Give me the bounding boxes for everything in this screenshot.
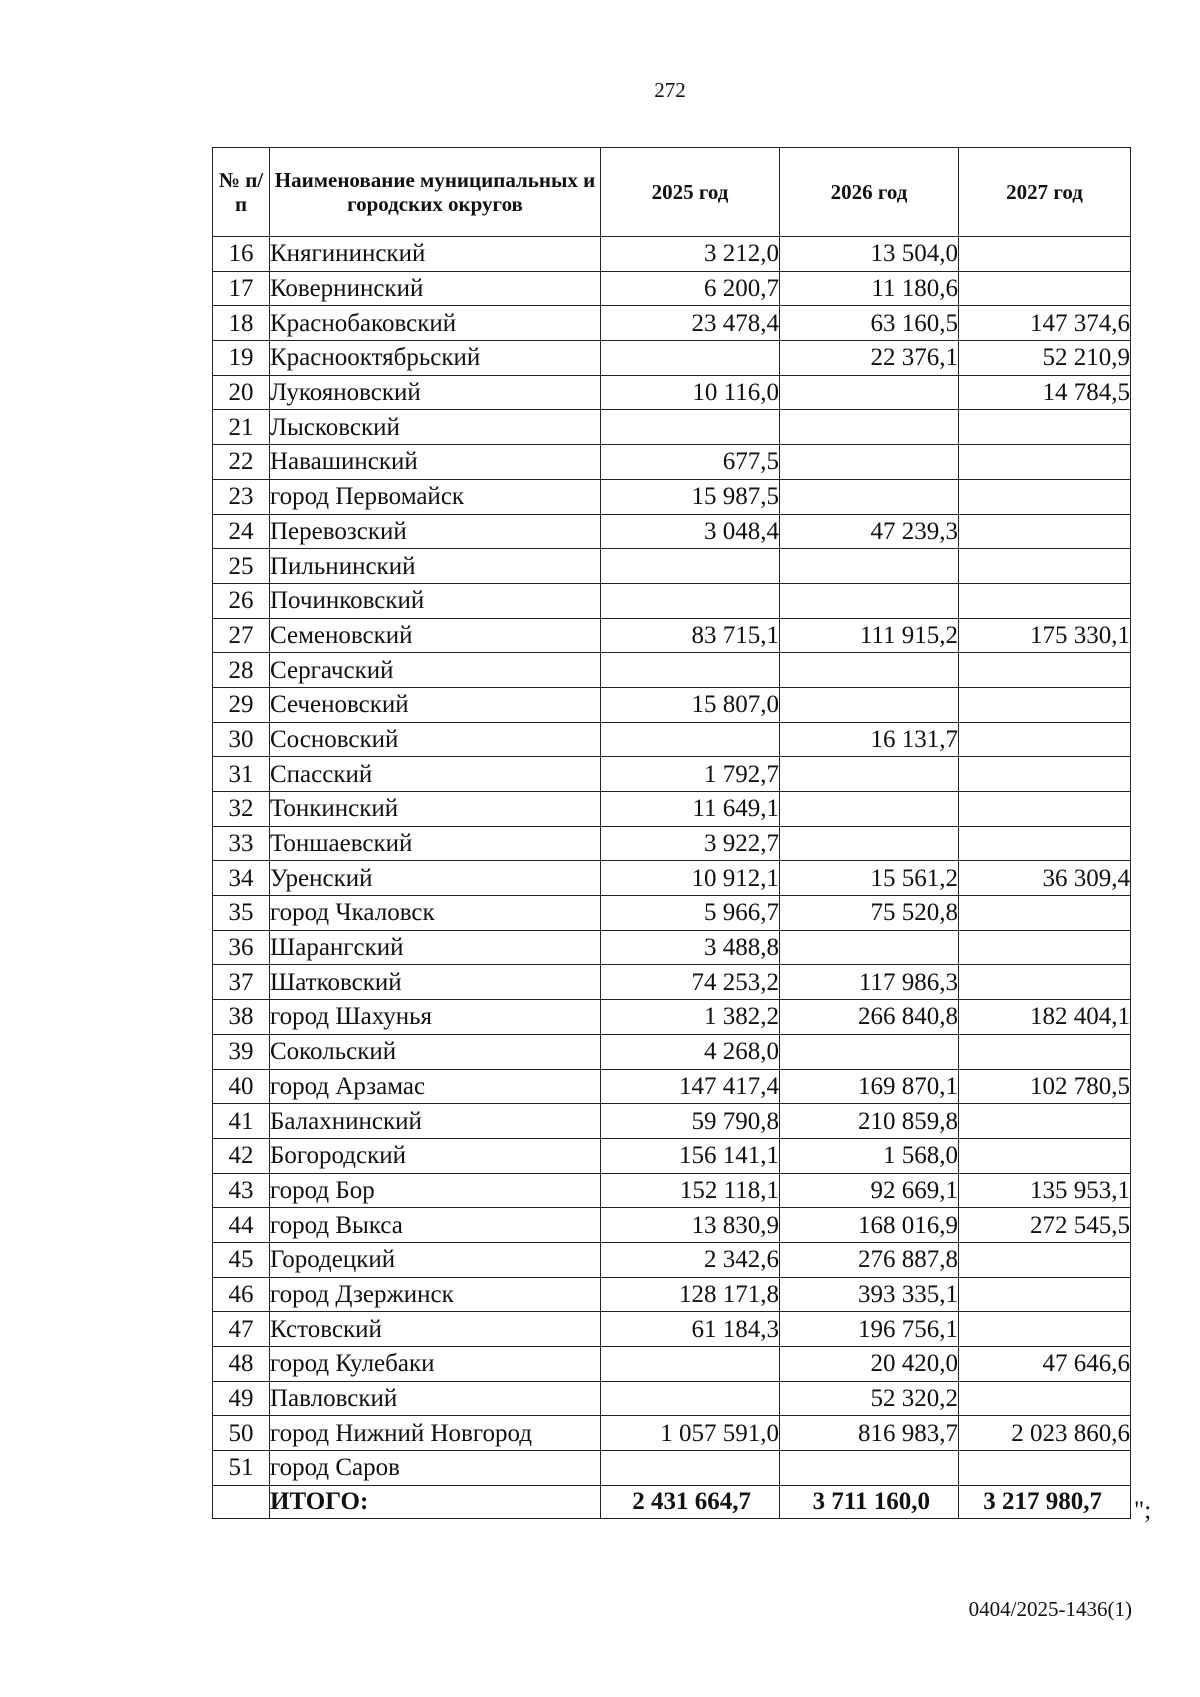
row-number: 16 xyxy=(213,237,270,272)
value-2027 xyxy=(959,1451,1131,1486)
closing-quote-mark: "; xyxy=(1134,1497,1152,1524)
table-row xyxy=(213,1312,1131,1347)
value-2026: 111 915,2 xyxy=(780,618,959,653)
district-name: Семеновский xyxy=(270,618,601,653)
district-name: Сокольский xyxy=(270,1034,601,1069)
value-2027 xyxy=(959,1277,1131,1312)
value-2027 xyxy=(959,1034,1131,1069)
value-2027 xyxy=(959,1104,1131,1139)
value-2026: 20 420,0 xyxy=(780,1347,959,1382)
value-2026: 52 320,2 xyxy=(780,1381,959,1416)
row-number: 48 xyxy=(213,1347,270,1382)
document-code: 0404/2025-1436(1) xyxy=(968,1597,1132,1621)
value-2025: 11 649,1 xyxy=(601,792,780,827)
value-2025: 3 488,8 xyxy=(601,930,780,965)
table-row xyxy=(213,792,1131,827)
value-2026: 75 520,8 xyxy=(780,896,959,931)
value-2026: 22 376,1 xyxy=(780,341,959,376)
row-number: 35 xyxy=(213,896,270,931)
district-name: Починковский xyxy=(270,583,601,618)
value-2025 xyxy=(601,722,780,757)
value-2027 xyxy=(959,826,1131,861)
district-name: город Чкаловск xyxy=(270,896,601,931)
district-name: Пильнинский xyxy=(270,549,601,584)
value-2026: 169 870,1 xyxy=(780,1069,959,1104)
table-row xyxy=(213,1347,1131,1382)
value-2026: 393 335,1 xyxy=(780,1277,959,1312)
total-2026: 3 711 160,0 xyxy=(780,1485,959,1518)
table-row xyxy=(213,479,1131,514)
total-2025: 2 431 664,7 xyxy=(601,1485,780,1518)
table-row xyxy=(213,410,1131,445)
table-row xyxy=(213,445,1131,480)
header-2025: 2025 год xyxy=(601,148,780,237)
district-name: Сергачский xyxy=(270,653,601,688)
header-2027: 2027 год xyxy=(959,148,1131,237)
value-2027 xyxy=(959,514,1131,549)
value-2026: 276 887,8 xyxy=(780,1242,959,1277)
table-row xyxy=(213,1138,1131,1173)
header-name: Наименование муниципальных и городских округов xyxy=(270,148,601,237)
table-row xyxy=(213,1451,1131,1486)
row-number: 43 xyxy=(213,1173,270,1208)
district-name: Краснооктябрьский xyxy=(270,341,601,376)
district-name: город Арзамас xyxy=(270,1069,601,1104)
row-number: 44 xyxy=(213,1208,270,1243)
row-number: 32 xyxy=(213,792,270,827)
table-row xyxy=(213,861,1131,896)
total-num-cell xyxy=(213,1485,270,1518)
row-number: 25 xyxy=(213,549,270,584)
table-row xyxy=(213,1277,1131,1312)
value-2026 xyxy=(780,930,959,965)
value-2025: 10 912,1 xyxy=(601,861,780,896)
row-number: 50 xyxy=(213,1416,270,1451)
table-body xyxy=(213,237,1131,1486)
table-row xyxy=(213,930,1131,965)
value-2026 xyxy=(780,687,959,722)
district-name: Навашинский xyxy=(270,445,601,480)
table-row xyxy=(213,514,1131,549)
row-number: 17 xyxy=(213,271,270,306)
value-2026: 168 016,9 xyxy=(780,1208,959,1243)
total-label: ИТОГО: xyxy=(270,1485,601,1518)
table-row xyxy=(213,341,1131,376)
value-2027: 182 404,1 xyxy=(959,1000,1131,1035)
value-2025: 156 141,1 xyxy=(601,1138,780,1173)
table-row xyxy=(213,237,1131,272)
table-row xyxy=(213,687,1131,722)
value-2026: 13 504,0 xyxy=(780,237,959,272)
row-number: 19 xyxy=(213,341,270,376)
district-name: город Шахунья xyxy=(270,1000,601,1035)
value-2026: 16 131,7 xyxy=(780,722,959,757)
district-name: Лысковский xyxy=(270,410,601,445)
row-number: 39 xyxy=(213,1034,270,1069)
district-name: город Выкса xyxy=(270,1208,601,1243)
value-2027: 52 210,9 xyxy=(959,341,1131,376)
value-2026 xyxy=(780,375,959,410)
value-2025: 3 048,4 xyxy=(601,514,780,549)
table-row xyxy=(213,1104,1131,1139)
value-2025: 59 790,8 xyxy=(601,1104,780,1139)
district-name: Сеченовский xyxy=(270,687,601,722)
value-2025: 677,5 xyxy=(601,445,780,480)
value-2026: 816 983,7 xyxy=(780,1416,959,1451)
page-number: 272 xyxy=(654,78,686,102)
value-2026 xyxy=(780,792,959,827)
value-2027 xyxy=(959,549,1131,584)
value-2027: 272 545,5 xyxy=(959,1208,1131,1243)
value-2027: 102 780,5 xyxy=(959,1069,1131,1104)
value-2025: 15 807,0 xyxy=(601,687,780,722)
value-2026 xyxy=(780,445,959,480)
district-name: Тоншаевский xyxy=(270,826,601,861)
table-row xyxy=(213,1242,1131,1277)
district-name: Тонкинский xyxy=(270,792,601,827)
total-2027: 3 217 980,7 xyxy=(959,1485,1131,1518)
value-2027 xyxy=(959,1138,1131,1173)
value-2025: 13 830,9 xyxy=(601,1208,780,1243)
row-number: 23 xyxy=(213,479,270,514)
district-name: Уренский xyxy=(270,861,601,896)
table-row xyxy=(213,722,1131,757)
district-name: Спасский xyxy=(270,757,601,792)
value-2026: 11 180,6 xyxy=(780,271,959,306)
value-2027 xyxy=(959,757,1131,792)
value-2026: 92 669,1 xyxy=(780,1173,959,1208)
value-2027 xyxy=(959,965,1131,1000)
district-name: город Нижний Новгород xyxy=(270,1416,601,1451)
row-number: 34 xyxy=(213,861,270,896)
table-row xyxy=(213,1173,1131,1208)
value-2026 xyxy=(780,410,959,445)
row-number: 30 xyxy=(213,722,270,757)
value-2025: 74 253,2 xyxy=(601,965,780,1000)
value-2025: 128 171,8 xyxy=(601,1277,780,1312)
row-number: 33 xyxy=(213,826,270,861)
value-2027 xyxy=(959,410,1131,445)
district-name: город Кулебаки xyxy=(270,1347,601,1382)
row-number: 38 xyxy=(213,1000,270,1035)
header-2026: 2026 год xyxy=(780,148,959,237)
row-number: 40 xyxy=(213,1069,270,1104)
row-number: 29 xyxy=(213,687,270,722)
value-2025 xyxy=(601,1451,780,1486)
table-row xyxy=(213,1208,1131,1243)
district-name: город Первомайск xyxy=(270,479,601,514)
value-2027 xyxy=(959,1312,1131,1347)
value-2025: 10 116,0 xyxy=(601,375,780,410)
district-name: Балахнинский xyxy=(270,1104,601,1139)
row-number: 46 xyxy=(213,1277,270,1312)
value-2025 xyxy=(601,549,780,584)
value-2026 xyxy=(780,653,959,688)
row-number: 36 xyxy=(213,930,270,965)
table-row xyxy=(213,757,1131,792)
value-2027 xyxy=(959,237,1131,272)
value-2025 xyxy=(601,341,780,376)
district-name: город Саров xyxy=(270,1451,601,1486)
value-2026: 47 239,3 xyxy=(780,514,959,549)
value-2026: 196 756,1 xyxy=(780,1312,959,1347)
row-number: 24 xyxy=(213,514,270,549)
row-number: 51 xyxy=(213,1451,270,1486)
value-2025: 1 057 591,0 xyxy=(601,1416,780,1451)
value-2025: 83 715,1 xyxy=(601,618,780,653)
value-2025: 3 922,7 xyxy=(601,826,780,861)
value-2026: 63 160,5 xyxy=(780,306,959,341)
value-2026: 210 859,8 xyxy=(780,1104,959,1139)
row-number: 27 xyxy=(213,618,270,653)
value-2026 xyxy=(780,826,959,861)
district-name: Павловский xyxy=(270,1381,601,1416)
value-2027: 175 330,1 xyxy=(959,618,1131,653)
table-row xyxy=(213,1000,1131,1035)
value-2026: 266 840,8 xyxy=(780,1000,959,1035)
district-name: Шарангский xyxy=(270,930,601,965)
value-2026: 1 568,0 xyxy=(780,1138,959,1173)
value-2025 xyxy=(601,410,780,445)
table-row xyxy=(213,375,1131,410)
value-2027 xyxy=(959,896,1131,931)
value-2025: 1 792,7 xyxy=(601,757,780,792)
table-row xyxy=(213,826,1131,861)
value-2025: 15 987,5 xyxy=(601,479,780,514)
district-name: Городецкий xyxy=(270,1242,601,1277)
district-name: город Дзержинск xyxy=(270,1277,601,1312)
value-2027 xyxy=(959,792,1131,827)
value-2027: 47 646,6 xyxy=(959,1347,1131,1382)
value-2027 xyxy=(959,583,1131,618)
district-name: Краснобаковский xyxy=(270,306,601,341)
table-row xyxy=(213,965,1131,1000)
value-2026 xyxy=(780,549,959,584)
row-number: 20 xyxy=(213,375,270,410)
total-row xyxy=(213,1485,1131,1518)
row-number: 26 xyxy=(213,583,270,618)
district-name: Сосновский xyxy=(270,722,601,757)
value-2025: 2 342,6 xyxy=(601,1242,780,1277)
value-2025: 147 417,4 xyxy=(601,1069,780,1104)
value-2025: 5 966,7 xyxy=(601,896,780,931)
district-name: Княгининский xyxy=(270,237,601,272)
row-number: 18 xyxy=(213,306,270,341)
table-row xyxy=(213,549,1131,584)
table-row xyxy=(213,1069,1131,1104)
table-row xyxy=(213,1034,1131,1069)
table-row xyxy=(213,271,1131,306)
row-number: 37 xyxy=(213,965,270,1000)
table-row xyxy=(213,1381,1131,1416)
district-name: Кстовский xyxy=(270,1312,601,1347)
row-number: 42 xyxy=(213,1138,270,1173)
value-2027: 2 023 860,6 xyxy=(959,1416,1131,1451)
district-name: Шатковский xyxy=(270,965,601,1000)
value-2026 xyxy=(780,757,959,792)
table-row xyxy=(213,306,1131,341)
header-num: № п/п xyxy=(213,148,270,237)
value-2027 xyxy=(959,479,1131,514)
district-name: город Бор xyxy=(270,1173,601,1208)
row-number: 49 xyxy=(213,1381,270,1416)
value-2025: 4 268,0 xyxy=(601,1034,780,1069)
district-name: Богородский xyxy=(270,1138,601,1173)
value-2027 xyxy=(959,653,1131,688)
row-number: 45 xyxy=(213,1242,270,1277)
value-2025 xyxy=(601,583,780,618)
row-number: 31 xyxy=(213,757,270,792)
table-header xyxy=(213,148,1131,237)
value-2026: 117 986,3 xyxy=(780,965,959,1000)
value-2027: 135 953,1 xyxy=(959,1173,1131,1208)
value-2025: 1 382,2 xyxy=(601,1000,780,1035)
value-2027 xyxy=(959,1381,1131,1416)
value-2026 xyxy=(780,583,959,618)
value-2025: 23 478,4 xyxy=(601,306,780,341)
district-name: Ковернинский xyxy=(270,271,601,306)
municipal-funding-table xyxy=(212,147,1131,1519)
row-number: 41 xyxy=(213,1104,270,1139)
value-2025 xyxy=(601,1347,780,1382)
value-2026: 15 561,2 xyxy=(780,861,959,896)
row-number: 22 xyxy=(213,445,270,480)
district-name: Перевозский xyxy=(270,514,601,549)
table-row xyxy=(213,583,1131,618)
table-row xyxy=(213,618,1131,653)
value-2027 xyxy=(959,271,1131,306)
value-2025: 152 118,1 xyxy=(601,1173,780,1208)
value-2026 xyxy=(780,1451,959,1486)
table-row xyxy=(213,896,1131,931)
row-number: 47 xyxy=(213,1312,270,1347)
value-2027: 36 309,4 xyxy=(959,861,1131,896)
row-number: 21 xyxy=(213,410,270,445)
value-2026 xyxy=(780,1034,959,1069)
value-2027 xyxy=(959,687,1131,722)
table-row xyxy=(213,1416,1131,1451)
value-2025: 61 184,3 xyxy=(601,1312,780,1347)
value-2027 xyxy=(959,722,1131,757)
value-2025: 3 212,0 xyxy=(601,237,780,272)
row-number: 28 xyxy=(213,653,270,688)
table-row xyxy=(213,653,1131,688)
value-2027 xyxy=(959,930,1131,965)
value-2025: 6 200,7 xyxy=(601,271,780,306)
value-2025 xyxy=(601,653,780,688)
value-2025 xyxy=(601,1381,780,1416)
value-2027: 147 374,6 xyxy=(959,306,1131,341)
value-2027 xyxy=(959,1242,1131,1277)
value-2027: 14 784,5 xyxy=(959,375,1131,410)
value-2027 xyxy=(959,445,1131,480)
value-2026 xyxy=(780,479,959,514)
district-name: Лукояновский xyxy=(270,375,601,410)
